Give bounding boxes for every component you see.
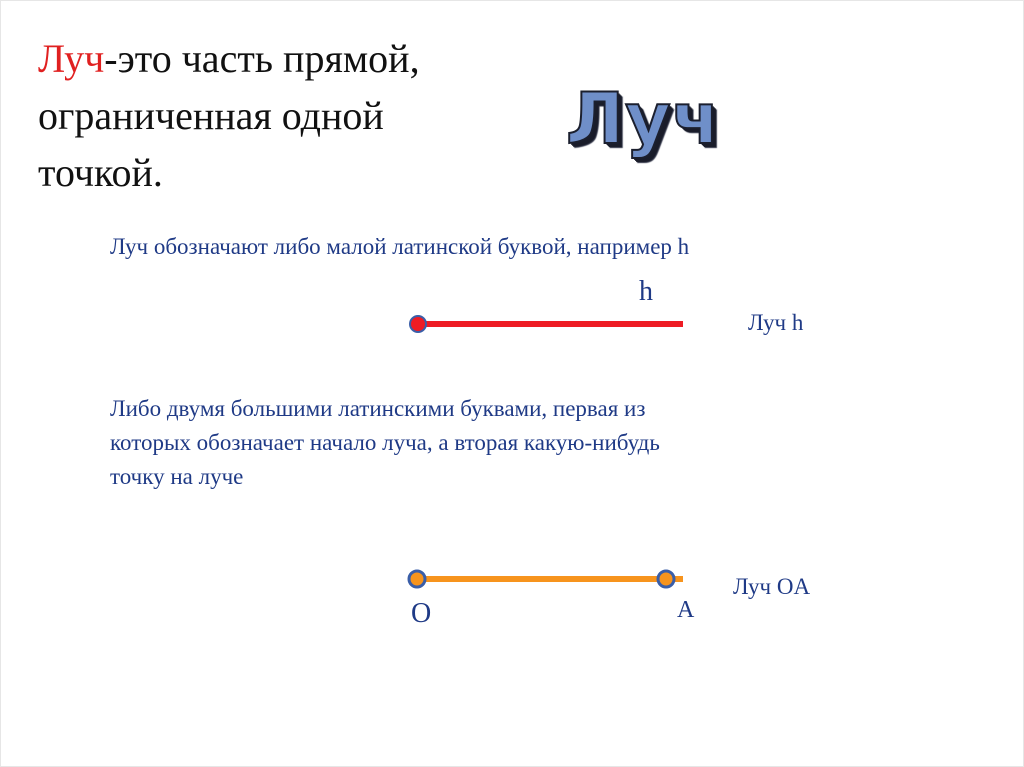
ray-oa-start-label: O: [411, 598, 432, 629]
ray-h-start-point: [410, 316, 426, 332]
ray-oa-caption: Луч OA: [733, 574, 811, 599]
ray-h-caption: Луч h: [748, 310, 804, 335]
note-lowercase: Луч обозначают либо малой латинской буквой, например h: [110, 234, 690, 259]
slide-title: Луч: [566, 78, 721, 160]
definition-text: -это часть прямой, ограниченная одной точкой.: [38, 36, 420, 195]
ray-oa-start-point: [409, 571, 425, 587]
ray-oa-point-label: A: [677, 597, 695, 623]
ray-h-letter: h: [639, 276, 653, 307]
definition-term: Луч: [38, 36, 105, 81]
ray-oa-point-a: [658, 571, 674, 587]
note-uppercase: Либо двумя большими латинскими буквами, первая из которых обозначает начало луча, а вторая какую-нибудь точку на луче: [110, 396, 660, 489]
